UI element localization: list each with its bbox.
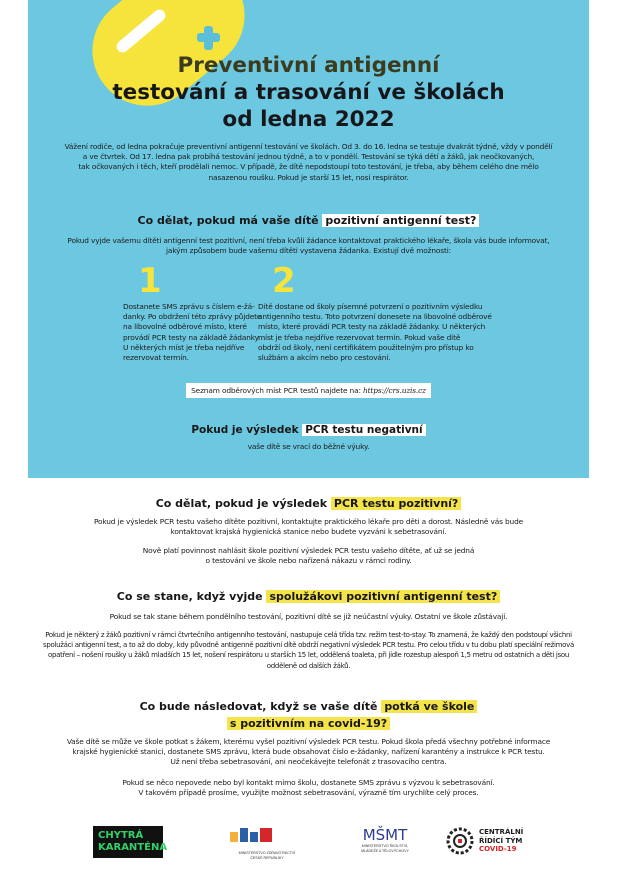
logo-line: KARANTÉNA	[98, 842, 168, 853]
classmate-text-1: Pokud se tak stane během pondělního testování, pozitivní dítě se již neúčastní výuky. Ostatní ve škole zůstávají.	[109, 612, 508, 621]
test-locations-note	[28, 386, 589, 396]
negative-pcr-heading	[28, 424, 589, 436]
title-line-2: testování a trasování ve školách	[112, 80, 505, 105]
heading-highlight-2: s pozitivním na covid-19?	[227, 717, 390, 730]
heading-prefix: Co se stane, když vyjde	[116, 590, 263, 603]
option-line: Dostanete SMS zprávu s číslem e-žá-	[123, 302, 255, 311]
contact-heading	[0, 698, 617, 732]
classmate-text-2	[0, 630, 617, 671]
chytra-karantena-logo	[93, 826, 168, 858]
msmt-caption	[345, 844, 425, 853]
text-line: Pokud je výsledek PCR testu vašeho dítěte pozitivní, kontaktujte praktického lékaře pro děti a dorost. Následně vás bude	[93, 517, 524, 526]
heading-prefix: Co dělat, pokud má vaše dítě	[137, 214, 319, 227]
text-line: Vaše dítě se může ve škole potkat s žákem, kterému vyšel pozitivní výsledek PCR testu. Pokud škola předá všechny potřebné informace	[66, 737, 551, 746]
intro-paragraph	[28, 142, 589, 183]
msmt-mark: MŠMT	[362, 826, 408, 844]
text-line: V takovém případě prosíme, využijte možnost sebetrasování, výrazně tím urychlíte celý proces.	[138, 788, 479, 798]
option-line: místo, které provádí PCR testy na základě žádanky. U některých	[258, 322, 486, 332]
text-line: jakým způsobem bude vašemu dítěti vystavena žádanka. Existují dvě možnosti:	[166, 246, 451, 256]
option-line: míst je třeba nejdříve rezervovat termín. Pokud vaše dítě	[258, 332, 461, 342]
option-line: na libovolné odběrové místo, které	[123, 322, 247, 332]
pcr-positive-text-2	[0, 546, 617, 566]
pcr-positive-heading	[0, 497, 617, 510]
positive-antigen-text	[28, 236, 589, 256]
heading-highlight: PCR testu negativní	[302, 424, 425, 436]
option-line: U některých míst je třeba nejdříve	[123, 342, 245, 352]
option-1-text	[123, 302, 273, 363]
option-line: rezervovat termín.	[123, 353, 189, 363]
text-line: Pokud se něco nepovede nebo byl kontakt mimo školu, dostanete SMS zprávu s výzvou k sebetrasování.	[122, 778, 495, 787]
heading-highlight: PCR testu pozitivní?	[331, 497, 461, 510]
text-line: kontaktovat krajská hygienická stanice nebo budete vyzváni k sebetrasování.	[170, 527, 447, 537]
text-line: krajské hygienické stanici, dostanete SMS zprávu, která bude obsahovat číslo e-žádanky, nařízení karantény a instrukce k PCR testu.	[72, 747, 545, 757]
text-line: Nově platí povinnost nahlásit škole pozitivní výsledek PCR testu vašeho dítěte, ať už se jedná	[142, 546, 475, 555]
logo-line: CHYTRÁ	[98, 830, 144, 841]
option-2-text	[258, 302, 508, 363]
option-2-number: 2	[272, 261, 296, 301]
note-text: Seznam odběrových míst PCR testů najdete na:	[191, 386, 361, 395]
crt-emblem-icon	[445, 826, 475, 856]
option-1-number: 1	[138, 261, 162, 301]
text-line: spolužáci antigenní test, a to až do doby, kdy původně antigenně pozitivní dítě obdrží negativní výsledek PCR testu. Pro celou třídu v tu dobu platí speciální režimová	[42, 641, 574, 650]
plus-icon-bar	[197, 33, 220, 42]
intro-line: tak očkovaných i těch, kteří prodělali nemoc. V případě, že dítě nepodstoupí toto testování, je třeba, aby během celého dne mělo	[78, 162, 539, 172]
crs-link[interactable]: https://crs.uzis.cz	[363, 386, 426, 395]
caption-line: MLÁDEŽE A TĚLOVÝCHOVY	[361, 848, 409, 853]
mzcr-logo-icon	[228, 826, 278, 846]
intro-line: Vážení rodiče, od ledna pokračuje preventivní antigenní testování ve školách. Od 3. do 16. ledna se testuje dvakrát týdně, vždy v pondělí	[64, 142, 553, 151]
option-line: danky. Po obdržení této zprávy půjdete	[123, 312, 262, 322]
caption-line: MINISTERSTVO ŠKOLSTVÍ,	[361, 844, 409, 848]
contact-text-2	[0, 778, 617, 798]
intro-line: a ve čtvrtek. Od 17. ledna pak probíhá testování jednou týdně, a to v pondělí. Testování se týká dětí a žáků, jak neočkovaných,	[82, 152, 535, 162]
mzcr-logo	[228, 826, 306, 862]
text-line: odděleně od dalších žáků.	[266, 661, 351, 670]
caption-line: ČESKÉ REPUBLIKY	[250, 855, 284, 860]
text-line: o testování ve škole nebo nařízená nákazu v rámci rodiny.	[205, 556, 412, 566]
heading-prefix: Co bude následovat, když se vaše dítě	[139, 700, 378, 713]
text-line: Už není třeba sebetrasování, ani neočekávejte telefonát z trasovacího centra.	[170, 757, 447, 767]
option-line: antigenního testu. Toto potvrzení donesete na libovolné odběrové	[258, 312, 492, 322]
caption-line: MINISTERSTVO ZDRAVOTNICTVÍ	[238, 851, 296, 855]
heading-highlight: potká ve škole	[381, 700, 477, 713]
option-line: obdrží od školy, není certifikátem použitelným pro přístup ko	[258, 342, 474, 352]
msmt-logo	[345, 826, 425, 862]
intro-line: nasazenou roušku. Pokud je starší 15 let, nosí respirátor.	[208, 172, 409, 182]
page-title	[28, 52, 589, 133]
logo-line: COVID-19	[479, 845, 517, 853]
text-line: Pokud vyjde vašemu dítěti antigenní test pozitivní, není třeba kvůli žádance kontaktovat praktického lékaře, škola vás bude informovat,	[67, 236, 550, 245]
logo-line: ŘÍDÍCÍ TÝM	[479, 836, 523, 845]
positive-antigen-heading	[28, 214, 589, 227]
title-line-1: Preventivní antigenní	[177, 53, 440, 78]
crt-logo-text	[479, 828, 523, 854]
logo-line: CENTRÁLNÍ	[479, 828, 524, 836]
text-line: Pokud je některý z žáků pozitivní v rámci čtvrtečního antigenního testování, nastupuje celá třída tzv. režim test-to-stay. To znamená, že každý den podstoupí všichni	[45, 631, 572, 639]
negative-pcr-text: vaše dítě se vrací do běžné výuky.	[247, 442, 370, 451]
title-line-3: od ledna 2022	[222, 107, 395, 132]
heading-highlight: pozitivní antigenní test?	[322, 214, 479, 227]
top-panel	[28, 0, 589, 478]
heading-prefix: Co dělat, pokud je výsledek	[155, 497, 328, 510]
pcr-positive-text	[0, 517, 617, 537]
mzcr-caption	[228, 851, 306, 860]
option-line: Dítě dostane od školy písemné potvrzení o pozitivním výsledku	[258, 302, 483, 311]
text-line: opatření – nošení roušky u žáků mladších 15 let, nošení respirátoru u starších 15 let, oddělená toaleta, při jídle rozestup alespoň 1,5 metru od ostatních a děti jsou	[47, 651, 570, 660]
heading-prefix: Pokud je výsledek	[191, 424, 299, 436]
option-line: službám a akcím nebo pro cestování.	[258, 353, 391, 363]
contact-text	[0, 737, 617, 768]
heading-highlight: spolužákovi pozitivní antigenní test?	[266, 590, 500, 603]
classmate-heading	[0, 590, 617, 603]
option-line: provádí PCR testy na základě žádanky.	[123, 332, 260, 342]
